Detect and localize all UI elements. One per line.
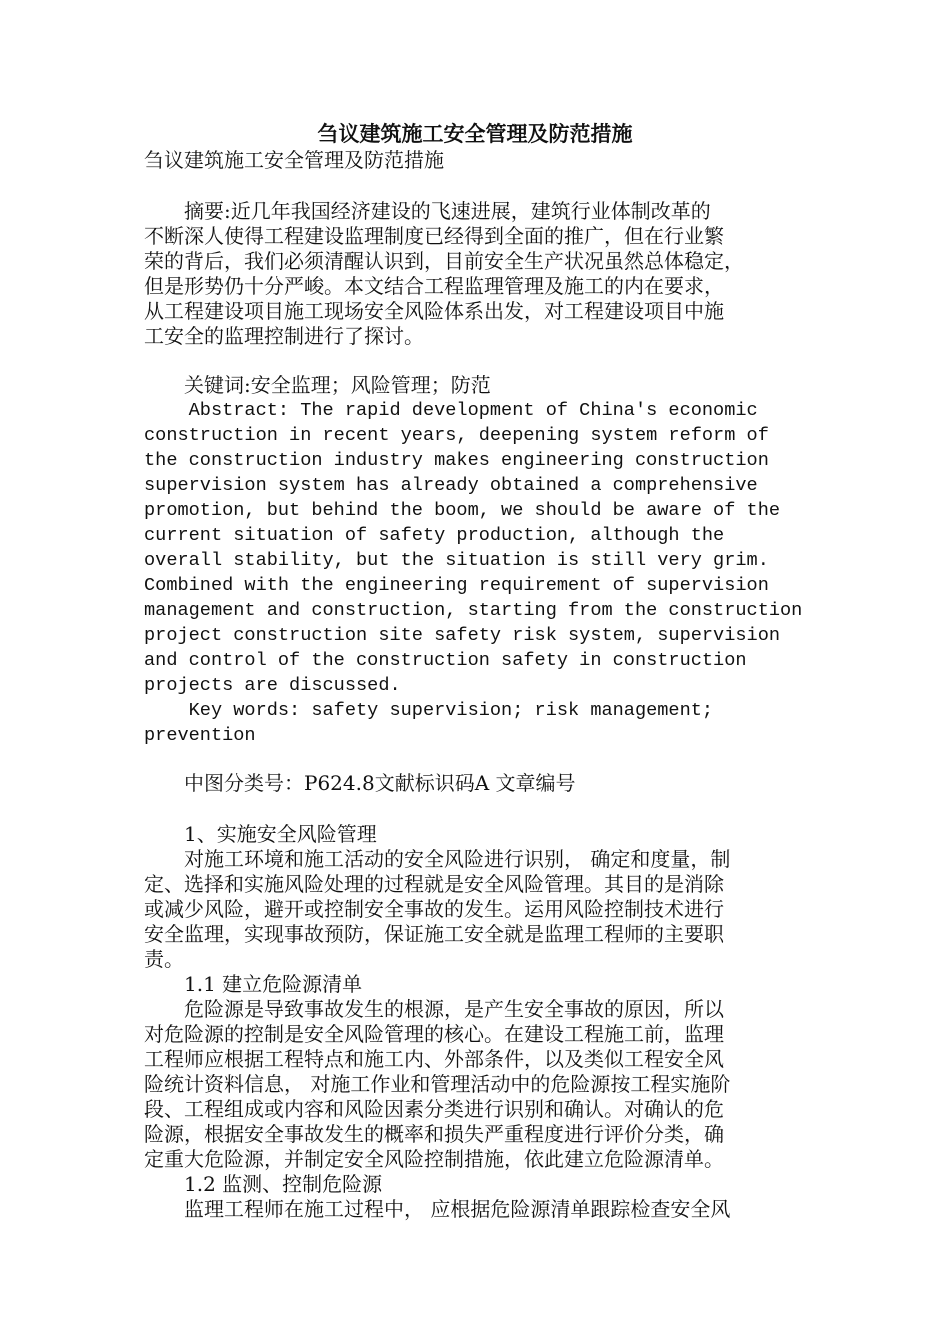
- section-1-1-line: 工程师应根据工程特点和施工内、外部条件，以及类似工程安全风: [144, 1047, 724, 1071]
- abstract-en-line: and control of the construction safety in construction: [144, 650, 747, 671]
- abstract-en-line: Combined with the engineering requirement of supervision: [144, 575, 769, 596]
- document-subtitle: 刍议建筑施工安全管理及防范措施: [144, 148, 444, 172]
- abstract-en-line: the construction industry makes engineering construction: [144, 450, 769, 471]
- section-1-2-heading: 1.2 监测、控制危险源: [144, 1172, 383, 1196]
- section-1-line: 定、选择和实施风险处理的过程就是安全风险管理。其目的是消除: [144, 872, 724, 896]
- abstract-en-line: overall stability, but the situation is still very grim.: [144, 550, 769, 571]
- abstract-cn-line: 但是形势仍十分严峻。本文结合工程监理管理及施工的内在要求，: [144, 274, 724, 298]
- section-1-1-line: 险源，根据安全事故发生的概率和损失严重程度进行评价分类，确: [144, 1122, 724, 1146]
- classification-line: 中图分类号：P624.8文献标识码A 文章编号: [144, 771, 576, 795]
- section-1-2-line: 监理工程师在施工过程中， 应根据危险源清单跟踪检查安全风: [144, 1197, 731, 1221]
- abstract-cn: [144, 199, 806, 349]
- classification-block: [144, 771, 806, 796]
- section-1-1-line: 段、工程组成或内容和风险因素分类进行识别和确认。对确认的危: [144, 1097, 724, 1121]
- section-1-1-heading: 1.1 建立危险源清单: [144, 972, 363, 996]
- keywords-en: Key words: safety supervision; risk management;: [144, 700, 714, 721]
- section-1-1-line: 险统计资料信息， 对施工作业和管理活动中的危险源按工程实施阶: [144, 1072, 731, 1096]
- keywords-en-continued: prevention: [144, 725, 256, 746]
- section-1-line: 对施工环境和施工活动的安全风险进行识别， 确定和度量，制: [144, 847, 731, 871]
- document-title: 刍议建筑施工安全管理及防范措施: [317, 121, 633, 146]
- section-1: [144, 822, 806, 1222]
- abstract-en-line: Abstract: The rapid development of China's economic: [144, 400, 758, 421]
- abstract-en-line: project construction site safety risk system, supervision: [144, 625, 781, 646]
- section-1-heading: 1、实施安全风险管理: [144, 822, 377, 846]
- abstract-en-line: current situation of safety production, although the: [144, 525, 725, 546]
- document-subtitle-block: [144, 148, 806, 173]
- abstract-cn-line: 不断深人使得工程建设监理制度已经得到全面的推广，但在行业繁: [144, 224, 724, 248]
- keywords-cn: 关键词:安全监理；风险管理；防范: [144, 373, 491, 397]
- abstract-cn-line: 从工程建设项目施工现场安全风险体系出发，对工程建设项目中施: [144, 299, 724, 323]
- section-1-line: 或减少风险，避开或控制安全事故的发生。运用风险控制技术进行: [144, 897, 724, 921]
- abstract-cn-line: 摘要:近几年我国经济建设的飞速进展，建筑行业体制改革的: [144, 199, 711, 223]
- section-1-1-line: 危险源是导致事故发生的根源，是产生安全事故的原因，所以: [144, 997, 724, 1021]
- keywords-cn-block: [144, 373, 806, 398]
- section-1-1-line: 定重大危险源，并制定安全风险控制措施，依此建立危险源清单。: [144, 1147, 724, 1171]
- abstract-en-line: promotion, but behind the boom, we should be aware of the: [144, 500, 781, 521]
- abstract-en: [144, 398, 806, 748]
- section-1-1-line: 对危险源的控制是安全风险管理的核心。在建设工程施工前，监理: [144, 1022, 724, 1046]
- abstract-en-line: supervision system has already obtained a comprehensive: [144, 475, 758, 496]
- abstract-en-line: projects are discussed.: [144, 675, 401, 696]
- section-1-line: 责。: [144, 947, 184, 971]
- section-1-line: 安全监理，实现事故预防，保证施工安全就是监理工程师的主要职: [144, 922, 724, 946]
- abstract-cn-line: 荣的背后，我们必须清醒认识到，目前安全生产状况虽然总体稳定，: [144, 249, 744, 273]
- abstract-cn-line: 工安全的监理控制进行了探讨。: [144, 324, 424, 348]
- abstract-en-line: management and construction, starting from the construction: [144, 600, 803, 621]
- abstract-en-line: construction in recent years, deepening system reform of: [144, 425, 769, 446]
